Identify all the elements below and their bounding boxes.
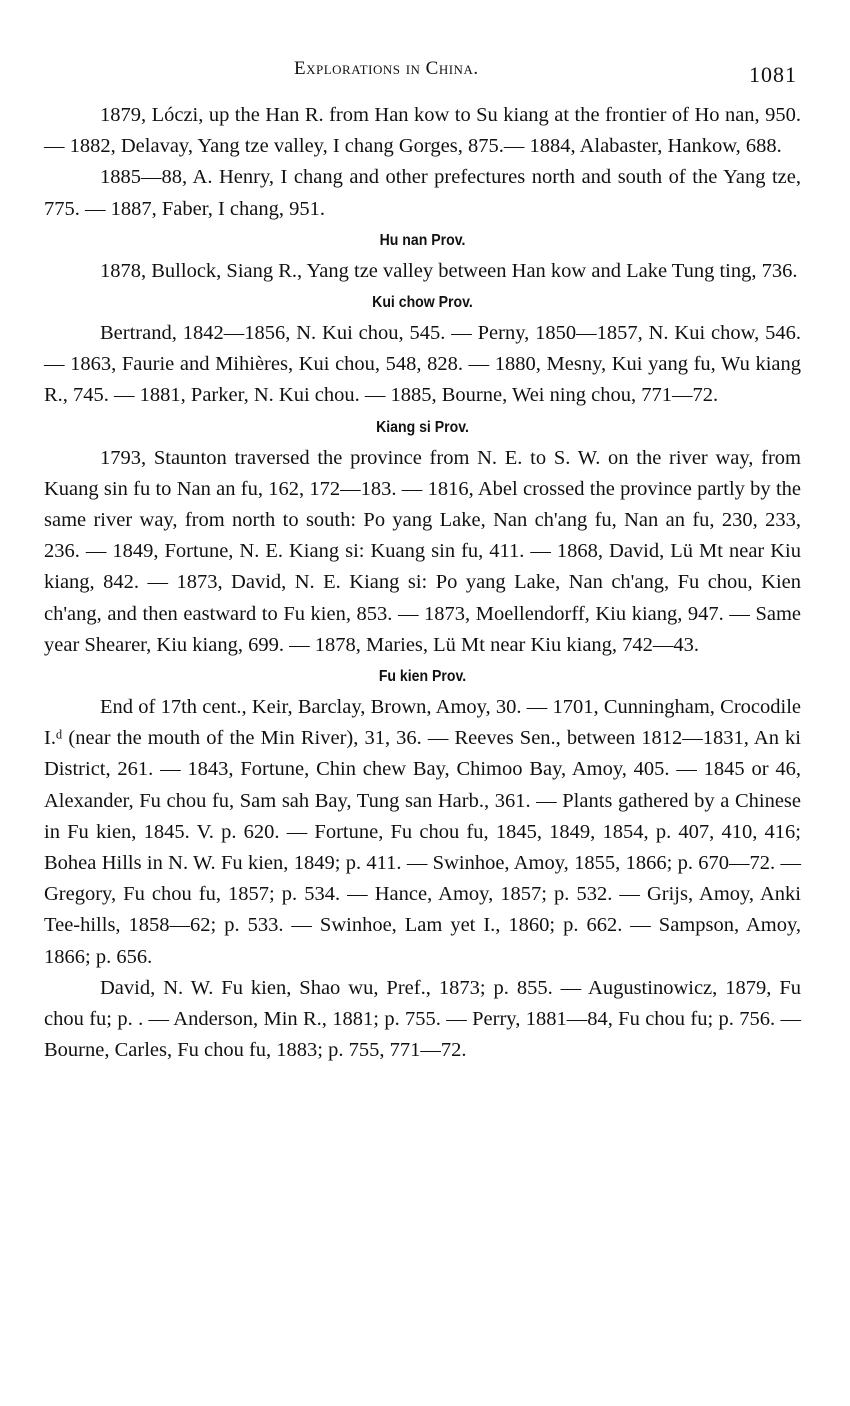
book-page (44, 0, 801, 1406)
paragraph-henry-faber: 1885—88, A. Henry, I chang and other prefectures north and south of the Yang tze, 775. — 1887, Faber, I chang, 951. (44, 166, 801, 220)
paragraph-hu-nan: 1878, Bullock, Siang R., Yang tze valley between Han kow and Lake Tung ting, 736. (100, 259, 798, 282)
paragraph-fu-kien-2: David, N. W. Fu kien, Shao wu, Pref., 1873; p. 855. — Augustinowicz, 1879, Fu chou fu; p. . — Anderson, Min R., 1881; p. 755. — Perry, 1881—84, Fu chou fu; p. 756. — Bourne, Carles, Fu chou fu, 1883; p. 755, 771—72. (44, 976, 801, 1062)
paragraph-henry: 1879, Lóczi, up the Han R. from Han kow to Su kiang at the frontier of Ho nan, 950. — 1882, Delavay, Yang tze valley, I chang Gorges, 875.— 1884, Alabaster, Hankow, 688. (44, 104, 801, 158)
page-number: 1081 (749, 62, 797, 87)
paragraph-kui-chow: Bertrand, 1842—1856, N. Kui chou, 545. — Perny, 1850—1857, N. Kui chow, 546. — 1863, Faurie and Mihières, Kui chou, 548, 828. — 1880, Mesny, Kui yang fu, Wu kiang R., 745. — 1881, Parker, N. Kui chou. — 1885, Bourne, Wei ning chou, 771—72. (44, 322, 801, 407)
section-heading-kui-chow: Kui chow Prov. (372, 294, 473, 312)
section-heading-fu-kien: Fu kien Prov. (378, 668, 467, 686)
running-title: Explorations in China. (294, 58, 479, 79)
section-heading-kiang-si: Kiang si Prov. (376, 418, 469, 436)
section-heading-hu-nan: Hu nan Prov. (379, 231, 466, 249)
paragraph-fu-kien-1: End of 17th cent., Keir, Barclay, Brown, Amoy, 30. — 1701, Cunningham, Crocodile I.ᵈ (near the mouth of the Min River), 31, 36. — Reeves Sen., between 1812—1831, An ki District, 261. — 1843, Fortune, Chin chew Bay, Chimoo Bay, Amoy, 405. — 1845 or 46, Alexander, Fu chou fu, Sam sah Bay, Tung san Harb., 361. — Plants gathered by a Chinese in Fu kien, 1845. V. p. 620. — Fortune, Fu chou fu, 1845, 1849, 1854, p. 407, 410, 416; Bohea Hills in N. W. Fu kien, 1849; p. 411. — Swinhoe, Amoy, 1855, 1866; p. 670—72. — Gregory, Fu chou fu, 1857; p. 534. — Hance, Amoy, 1857; p. 532. — Grijs, Amoy, Anki Tee-hills, 1858—62; p. 533. — Swinhoe, Lam yet I., 1860; p. 662. — Sampson, Amoy, 1866; p. 656. (44, 696, 801, 968)
running-head (44, 58, 801, 88)
page-body (44, 100, 801, 1066)
paragraph-kiang-si: 1793, Staunton traversed the province from N. E. to S. W. on the river way, from Kuang sin fu to Nan an fu, 162, 172—183. — 1816, Abel crossed the province partly by the same river way, from north to south: Po yang Lake, Nan ch'ang fu, Nan an fu, 230, 233, 236. — 1849, Fortune, N. E. Kiang si: Kuang sin fu, 411. — 1868, David, Lü Mt near Kiu kiang, 842. — 1873, David, N. E. Kiang si: Po yang Lake, Nan ch'ang, Fu chou, Kien ch'ang, and then eastward to Fu kien, 853. — 1873, Moellendorff, Kiu kiang, 947. — Same year Shearer, Kiu kiang, 699. — 1878, Maries, Lü Mt near Kiu kiang, 742—43. (44, 446, 801, 656)
